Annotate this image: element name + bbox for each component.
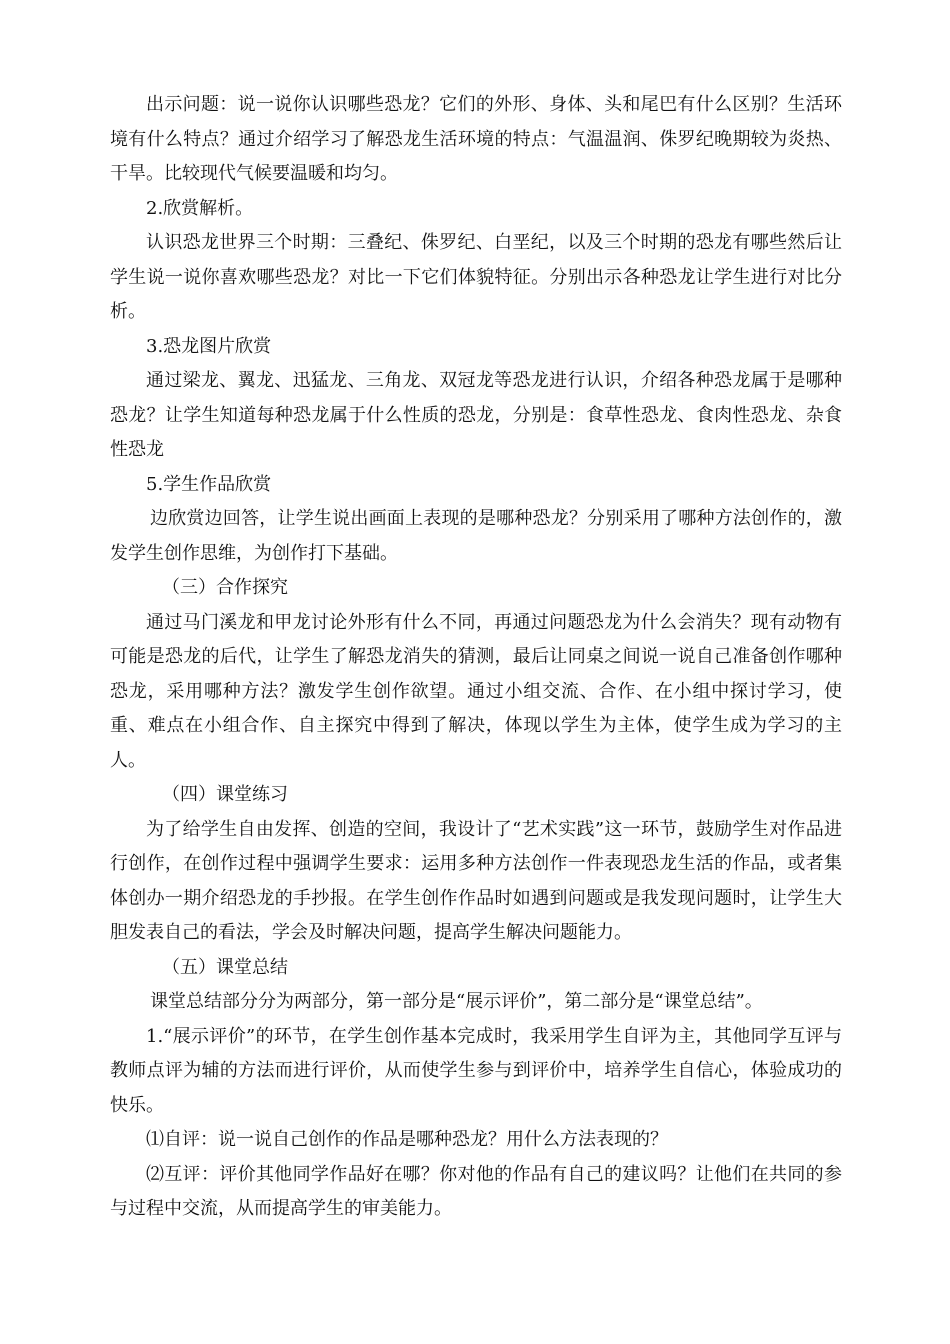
paragraph-peer-evaluation: ⑵互评：评价其他同学作品好在哪？你对他的作品有自己的建议吗？让他们在共同的参与过程中交流，从而提高学生的审美能力。: [110, 1163, 842, 1219]
paragraph-appreciate-answer: 边欣赏边回答，让学生说出画面上表现的是哪种恐龙？分别采用了哪种方法创作的，激发学生创作思维，为创作打下基础。: [110, 508, 842, 564]
heading-class-summary: （五）课堂总结: [162, 956, 288, 978]
paragraph-cooperative-inquiry: 通过马门溪龙和甲龙讨论外形有什么不同，再通过问题恐龙为什么会消失？现有动物有可能是恐龙的后代，让学生了解恐龙消失的猜测，最后让同桌之间说一说自己准备创作哪种恐龙，采用哪种方法？激发学生创作欲望。通过小组交流、合作、在小组中探讨学习，使重、难点在小组合作、自主探究中得到了解决，体现以学生为主体，使学生成为学习的主人。: [110, 611, 842, 771]
paragraph-show-question: 出示问题：说一说你认识哪些恐龙？它们的外形、身体、头和尾巴有什么区别？生活环境有什么特点？通过介绍学习了解恐龙生活环境的特点：气温温润、侏罗纪晚期较为炎热、干旱。比较现代气候要温暖和均匀。: [110, 94, 842, 184]
heading-cooperative-inquiry: （三）合作探究: [162, 577, 288, 598]
heading-class-practice: （四）课堂练习: [162, 784, 288, 805]
paragraph-three-periods: 认识恐龙世界三个时期：三叠纪、侏罗纪、白垩纪，以及三个时期的恐龙有哪些然后让学生说一说你喜欢哪些恐龙？对比一下它们体貌特征。分别出示各种恐龙让学生进行对比分析。: [110, 232, 842, 322]
paragraph-class-practice: 为了给学生自由发挥、创造的空间，我设计了“艺术实践”这一环节，鼓励学生对作品进行创作，在创作过程中强调学生要求：运用多种方法创作一件表现恐龙生活的作品，或者集体创办一期介绍恐龙的手抄报。在学生创作作品时如遇到问题或是我发现问题时，让学生大胆发表自己的看法，学会及时解决问题，提高学生解决问题能力。: [110, 818, 842, 943]
paragraph-self-evaluation: ⑴自评：说一说自己创作的作品是哪种恐龙？用什么方法表现的？: [146, 1129, 668, 1150]
paragraph-summary-parts: 课堂总结部分分为两部分，第一部分是“展示评价”，第二部分是“课堂总结”。: [150, 991, 763, 1012]
paragraph-dinosaur-types: 通过梁龙、翼龙、迅猛龙、三角龙、双冠龙等恐龙进行认识，介绍各种恐龙属于是哪种恐龙？让学生知道每种恐龙属于什么性质的恐龙，分别是：食草性恐龙、食肉性恐龙、杂食性恐龙: [110, 370, 842, 460]
paragraph-display-evaluation: 1.“展示评价”的环节，在学生创作基本完成时，我采用学生自评为主，其他同学互评与教师点评为辅的方法而进行评价，从而使学生参与到评价中，培养学生自信心，体验成功的快乐。: [110, 1025, 842, 1116]
heading-student-works: 5.学生作品欣赏: [146, 473, 272, 495]
heading-appreciation-analysis: 2.欣赏解析。: [146, 197, 254, 219]
document-page: [110, 88, 842, 1227]
heading-dinosaur-pictures: 3.恐龙图片欣赏: [146, 335, 272, 357]
